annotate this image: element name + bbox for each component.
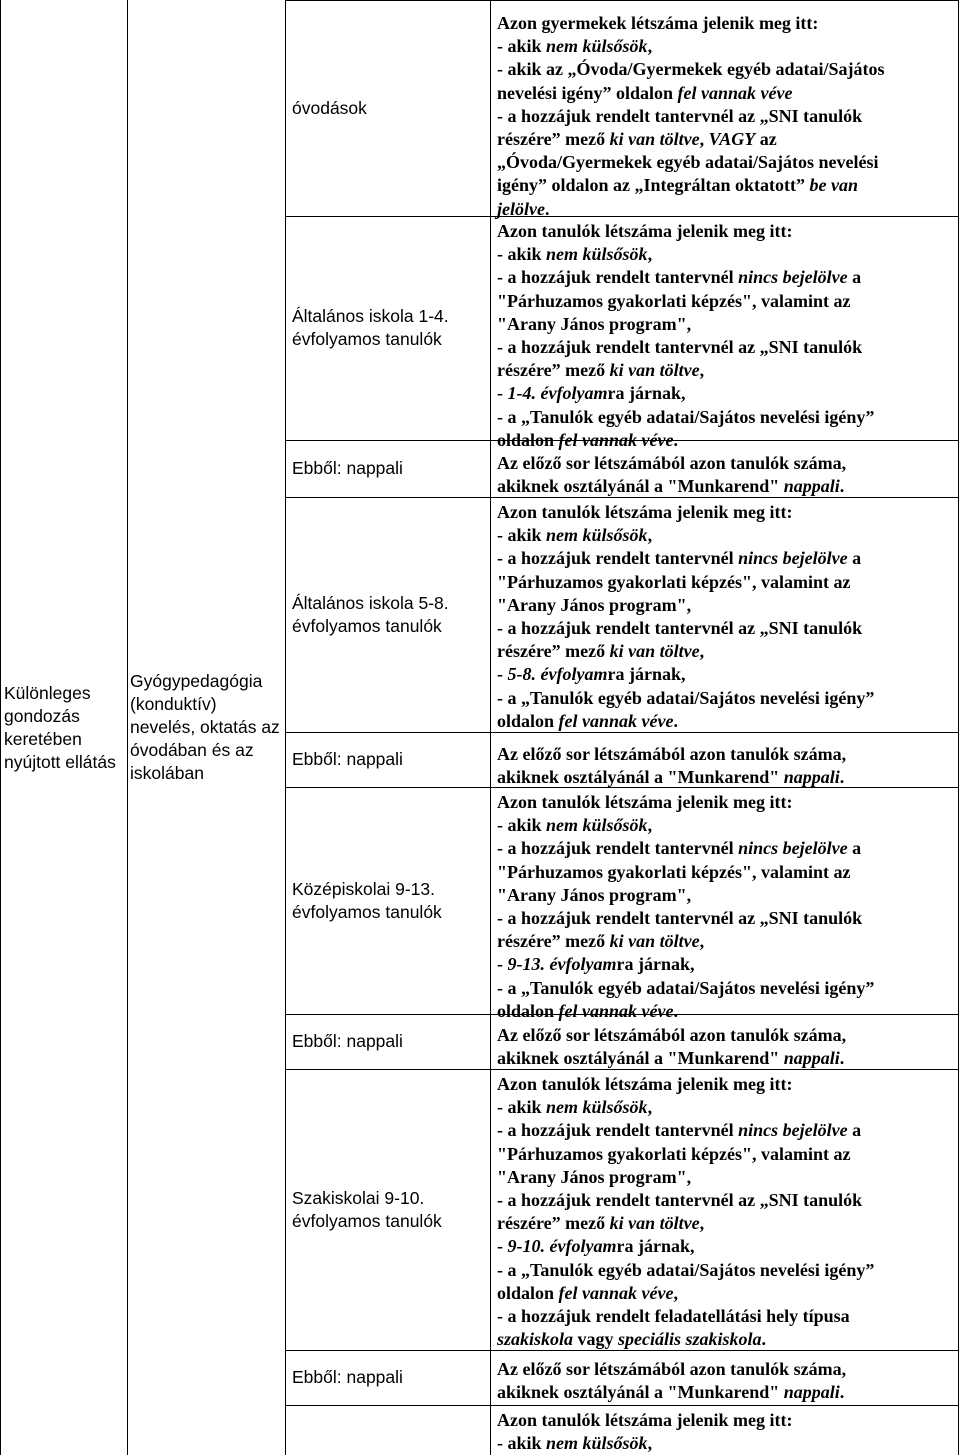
description-line: - a „Tanulók egyéb adatai/Sajátos nevelési igény” (497, 977, 875, 998)
row-label-cell (292, 216, 477, 440)
row-label-cell (292, 1014, 477, 1069)
description-line: jelölve. (497, 198, 550, 219)
description-line: - akik nem külsősök, (497, 1433, 653, 1454)
description-line: Azon gyermekek létszáma jelenik meg itt: (497, 13, 819, 33)
description-line: - a hozzájuk rendelt tantervnél nincs bejelölve a (497, 838, 862, 859)
description-line: Az előző sor létszámából azon tanulók száma, (497, 453, 847, 473)
description-line: akiknek osztályánál a "Munkarend" nappali. (497, 1382, 845, 1403)
description-line: Az előző sor létszámából azon tanulók száma, (497, 744, 847, 764)
description-line: - a hozzájuk rendelt tantervnél az „SNI tanulók (497, 908, 863, 929)
description-line: részére” mező ki van töltve, (497, 360, 705, 381)
description-line: - a hozzájuk rendelt tantervnél nincs bejelölve a (497, 267, 862, 288)
description-line: - a hozzájuk rendelt tantervnél nincs bejelölve a (497, 548, 862, 569)
description-line: - 9-10. évfolyamra járnak, (497, 1236, 695, 1257)
row-label: Középiskolai 9-13. évfolyamos tanulók (292, 878, 442, 922)
description-line: oldalon fel vannak véve, (497, 1282, 678, 1303)
description-line: - akik nem külsősök, (497, 1097, 653, 1118)
description-line: nevelési igény” oldalon fel vannak véve (497, 82, 793, 103)
description-line: részére” mező ki van töltve, (497, 641, 705, 662)
description-line: oldalon fel vannak véve. (497, 1000, 678, 1021)
row-label-cell (292, 787, 477, 1014)
description-line: akiknek osztályánál a "Munkarend" nappali. (497, 476, 845, 497)
description-line: - a hozzájuk rendelt tantervnél az „SNI tanulók (497, 618, 863, 639)
description-line: Az előző sor létszámából azon tanulók száma, (497, 1359, 847, 1379)
subcategory-cell (130, 0, 280, 1455)
row-label-cell (292, 732, 477, 787)
row-label: Általános iskola 1-4. évfolyamos tanulók (292, 306, 449, 349)
description-line: Azon tanulók létszáma jelenik meg itt: (497, 792, 793, 812)
description-line: - a hozzájuk rendelt feladatellátási hely típusa (497, 1306, 850, 1327)
description-line: Azon tanulók létszáma jelenik meg itt: (497, 502, 793, 522)
description-cell (497, 501, 953, 731)
description-cell (497, 12, 953, 219)
description-line: "Arany János program", (497, 1166, 692, 1187)
row-label-cell (292, 1350, 477, 1405)
description-line: "Párhuzamos gyakorlati képzés", valamint az (497, 1143, 851, 1164)
description-line: oldalon fel vannak véve. (497, 429, 678, 450)
description-line: - akik az „Óvoda/Gyermekek egyéb adatai/Sajátos (497, 59, 885, 80)
description-line: - 9-13. évfolyamra járnak, (497, 954, 695, 975)
description-line: Azon tanulók létszáma jelenik meg itt: (497, 221, 793, 241)
description-cell (497, 1024, 953, 1069)
description-line: - a „Tanulók egyéb adatai/Sajátos nevelési igény” (497, 1259, 875, 1280)
description-line: - akik nem külsősök, (497, 36, 653, 57)
description-line: akiknek osztályánál a "Munkarend" nappali. (497, 1048, 845, 1069)
row-label-cell (292, 497, 477, 732)
description-line: - a hozzájuk rendelt tantervnél az „SNI tanulók (497, 337, 863, 358)
description-cell (497, 1409, 953, 1455)
description-line: részére” mező ki van töltve, VAGY az (497, 129, 777, 150)
description-line: - a „Tanulók egyéb adatai/Sajátos nevelési igény” (497, 406, 875, 427)
description-line: "Párhuzamos gyakorlati képzés", valamint az (497, 861, 851, 882)
grid-line (958, 0, 959, 1455)
description-line: Az előző sor létszámából azon tanulók száma, (497, 1025, 847, 1045)
grid-line (127, 0, 128, 1455)
row-label-cell (292, 1069, 477, 1350)
grid-line (490, 0, 491, 1455)
description-line: - 1-4. évfolyamra járnak, (497, 383, 686, 404)
row-label: Ebből: nappali (292, 1031, 403, 1051)
description-cell (497, 743, 953, 788)
row-label: Ebből: nappali (292, 1367, 403, 1387)
subcategory-label: Gyógypedagógia (konduktív) nevelés, oktatás az óvodában és az iskolában (130, 671, 280, 783)
description-line: akiknek osztályánál a "Munkarend" nappali. (497, 767, 845, 788)
description-line: oldalon fel vannak véve. (497, 710, 678, 731)
description-line: Azon tanulók létszáma jelenik meg itt: (497, 1410, 793, 1430)
description-line: "Párhuzamos gyakorlati képzés", valamint az (497, 571, 851, 592)
description-line: - akik nem külsősök, (497, 525, 653, 546)
category-cell (4, 0, 122, 1455)
row-label-cell (292, 440, 477, 497)
description-line: - akik nem külsősök, (497, 244, 653, 265)
description-cell (497, 791, 953, 1021)
description-cell (497, 220, 953, 450)
description-cell (497, 452, 953, 497)
description-line: "Arany János program", (497, 884, 692, 905)
row-divider (285, 1405, 959, 1406)
category-label: Különleges gondozás keretében nyújtott ellátás (4, 682, 116, 772)
row-label: Ebből: nappali (292, 458, 403, 478)
description-line: - a hozzájuk rendelt tantervnél az „SNI tanulók (497, 105, 863, 126)
row-label-cell (292, 0, 477, 216)
grid-line (0, 0, 1, 1455)
description-line: „Óvoda/Gyermekek egyéb adatai/Sajátos nevelési (497, 152, 879, 173)
description-cell (497, 1073, 953, 1348)
row-label: óvodások (292, 97, 367, 118)
description-line: részére” mező ki van töltve, (497, 1213, 705, 1234)
description-line: "Arany János program", (497, 594, 692, 615)
description-line: szakiskola vagy speciális szakiskola. (497, 1329, 767, 1350)
description-line: Azon tanulók létszáma jelenik meg itt: (497, 1074, 793, 1094)
description-line: - a hozzájuk rendelt tantervnél nincs bejelölve a (497, 1120, 862, 1141)
description-cell (497, 1358, 953, 1403)
description-line: - akik nem külsősök, (497, 815, 653, 836)
description-line: "Arany János program", (497, 313, 692, 334)
row-label: Általános iskola 5-8. évfolyamos tanulók (292, 592, 449, 636)
description-line: - a „Tanulók egyéb adatai/Sajátos nevelési igény” (497, 687, 875, 708)
grid-line (285, 0, 286, 1455)
description-line: - 5-8. évfolyamra járnak, (497, 664, 686, 685)
description-line: - a hozzájuk rendelt tantervnél az „SNI tanulók (497, 1190, 863, 1211)
description-line: részére” mező ki van töltve, (497, 931, 705, 952)
description-line: igény” oldalon az „Integráltan oktatott” be van (497, 175, 858, 196)
row-label: Ebből: nappali (292, 749, 403, 769)
row-label: Szakiskolai 9-10. évfolyamos tanulók (292, 1187, 442, 1231)
description-line: "Párhuzamos gyakorlati képzés", valamint az (497, 290, 851, 311)
